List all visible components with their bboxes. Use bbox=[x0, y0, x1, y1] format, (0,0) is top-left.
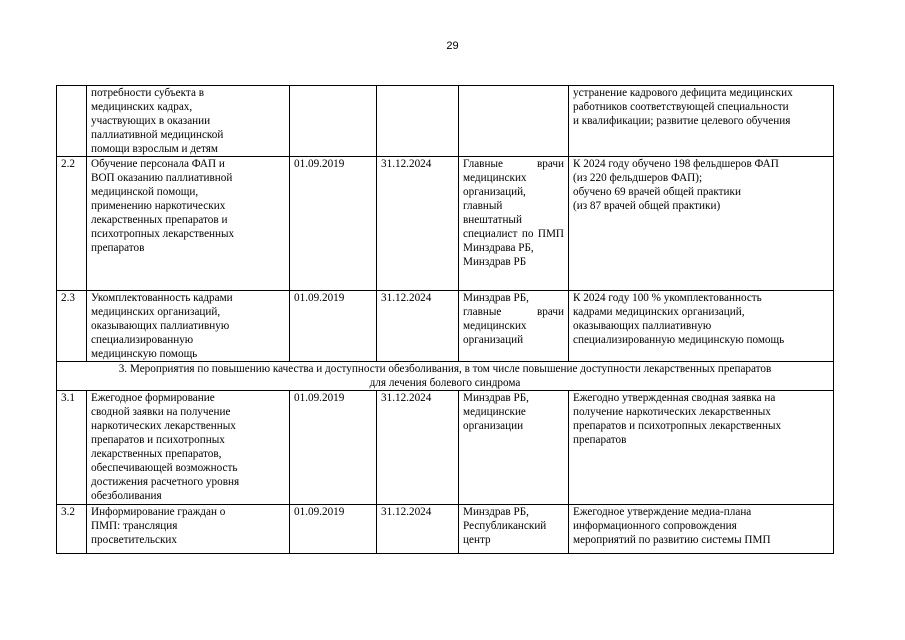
activity-cell: Информирование граждан о ПМП: трансляция просветительских bbox=[87, 505, 290, 554]
activity-cell: потребности субъекта в медицинских кадрах, участвующих в оказании паллиативной медицинской помощи взрослым и детям bbox=[87, 86, 290, 157]
result-cell: Ежегодное утверждение медиа-плана информационного сопровождения мероприятий по развитию системы ПМП bbox=[569, 505, 834, 554]
result-cell: К 2024 году обучено 198 фельдшеров ФАП (из 220 фельдшеров ФАП); обучено 69 врачей общей практики (из 87 врачей общей практики) bbox=[569, 157, 834, 291]
activity-cell: Укомплектованность кадрами медицинских организаций, оказывающих паллиативную специализированную медицинскую помощь bbox=[87, 291, 290, 362]
table-row bbox=[57, 505, 834, 554]
end-date-cell: 31.12.2024 bbox=[377, 157, 459, 291]
end-date-cell bbox=[377, 86, 459, 157]
end-date-cell: 31.12.2024 bbox=[377, 505, 459, 554]
responsible-cell: Минздрав РБ, медицинские организации bbox=[459, 391, 569, 505]
responsible-cell bbox=[459, 86, 569, 157]
end-date-cell: 31.12.2024 bbox=[377, 291, 459, 362]
start-date-cell: 01.09.2019 bbox=[290, 391, 377, 505]
end-date-cell: 31.12.2024 bbox=[377, 391, 459, 505]
result-cell: Ежегодно утвержденная сводная заявка на получение наркотических лекарственных препаратов и психотропных лекарственных препаратов bbox=[569, 391, 834, 505]
table-row bbox=[57, 157, 834, 291]
start-date-cell: 01.09.2019 bbox=[290, 505, 377, 554]
table-row bbox=[57, 86, 834, 157]
start-date-cell bbox=[290, 86, 377, 157]
responsible-cell: Минздрав РБ, главные врачи медицинских организаций bbox=[459, 291, 569, 362]
result-cell: устранение кадрового дефицита медицинских работников соответствующей специальности и квалификации; развитие целевого обучения bbox=[569, 86, 834, 157]
row-number: 2.2 bbox=[57, 157, 87, 291]
measures-table bbox=[56, 85, 834, 554]
section-heading: 3. Мероприятия по повышению качества и доступности обезболивания, в том числе повышение доступности лекарственных препаратов для лечения болевого синдрома bbox=[57, 362, 834, 391]
table-row bbox=[57, 391, 834, 505]
row-number: 3.2 bbox=[57, 505, 87, 554]
row-number bbox=[57, 86, 87, 157]
result-cell: К 2024 году 100 % укомплектованность кадрами медицинских организаций, оказывающих паллиативную специализированную медицинскую помощь bbox=[569, 291, 834, 362]
responsible-cell: Минздрав РБ, Республиканский центр bbox=[459, 505, 569, 554]
start-date-cell: 01.09.2019 bbox=[290, 157, 377, 291]
responsible-cell: Главные врачи медицинских организаций, главный внештатный специалист по ПМП Минздрава РБ, Минздрав РБ bbox=[459, 157, 569, 291]
page-number: 29 bbox=[446, 40, 459, 52]
row-number: 2.3 bbox=[57, 291, 87, 362]
start-date-cell: 01.09.2019 bbox=[290, 291, 377, 362]
table-row bbox=[57, 291, 834, 362]
activity-cell: Обучение персонала ФАП и ВОП оказанию паллиативной медицинской помощи, применению наркотических лекарственных препаратов и психотропных лекарственных препаратов bbox=[87, 157, 290, 291]
row-number: 3.1 bbox=[57, 391, 87, 505]
section-header-row bbox=[57, 362, 834, 391]
activity-cell: Ежегодное формирование сводной заявки на получение наркотических лекарственных препаратов и психотропных лекарственных препаратов, обеспечивающей возможность достижения расчетного уровня обезболивания bbox=[87, 391, 290, 505]
